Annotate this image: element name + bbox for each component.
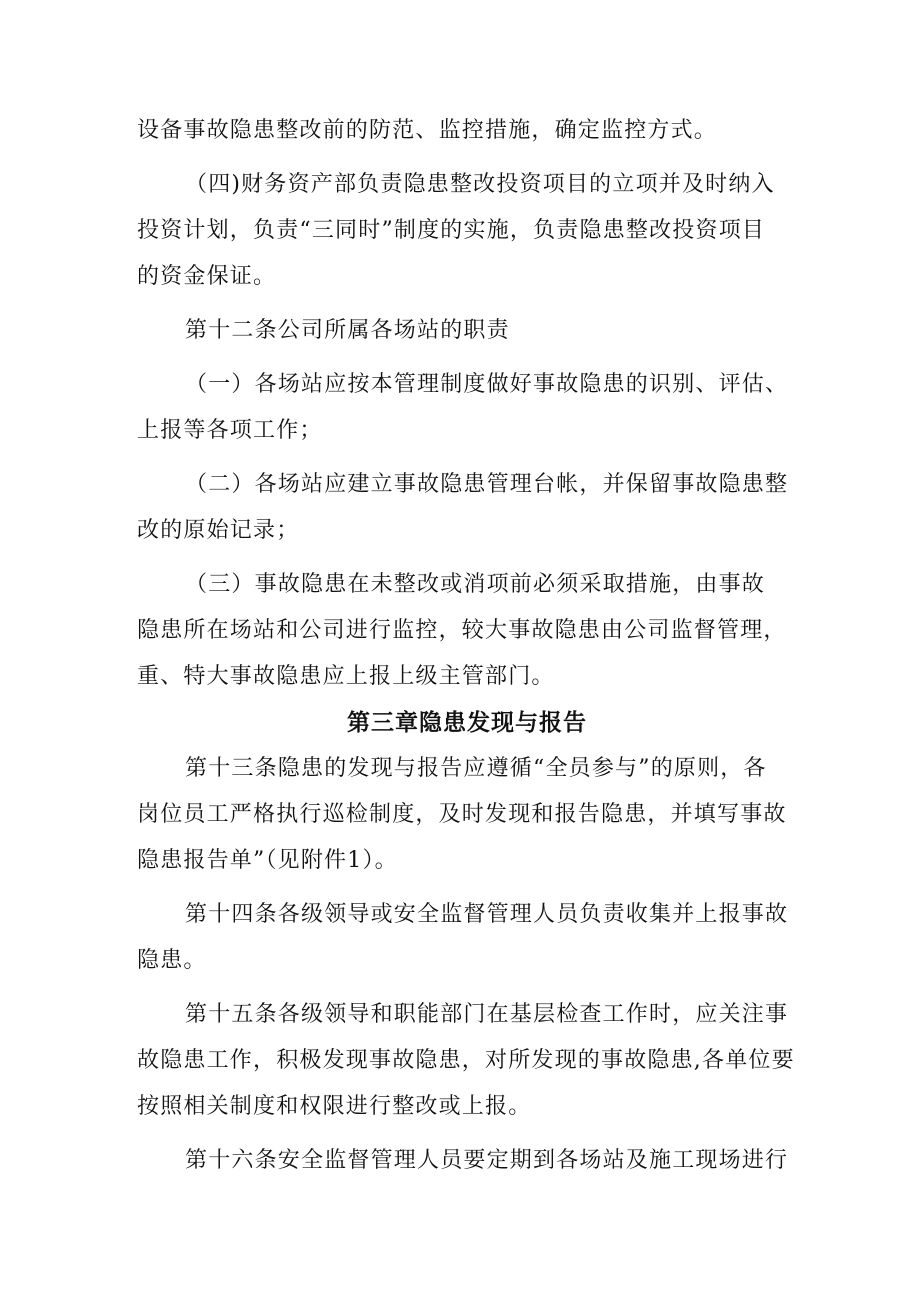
text-line: 投资计划，负责“三同时”制度的实施，负责隐患整改投资项目 — [137, 218, 766, 243]
text-line: 隐患所在场站和公司进行监控，较大事故隐患由公司监督管理， — [137, 618, 787, 643]
paragraph — [137, 746, 797, 884]
text-line: 重、特大事故隐患应上报上级主管部门。 — [137, 664, 555, 689]
text-line: 的资金保证。 — [137, 264, 277, 289]
text-line: 岗位员工严格执行巡检制度，及时发现和报告隐患，并填写事故 — [137, 802, 787, 827]
text-line: 隐患报告单”（见附件1）。 — [137, 848, 398, 873]
text-line: （三）事故隐患在未整改或消项前必须采取措施，由事故 — [185, 572, 766, 597]
text-line: 上报等各项工作； — [137, 418, 323, 443]
text-line: 故隐患工作，积极发现事故隐患，对所发现的事故隐患,各单位要 — [137, 1048, 795, 1073]
text-line: 第十二条公司所属各场站的职责 — [185, 318, 510, 343]
paragraph — [137, 308, 797, 354]
paragraph — [137, 162, 797, 300]
text-line: 隐患。 — [137, 948, 207, 973]
text-line: 改的原始记录； — [137, 518, 300, 543]
text-line: （四)财务资产部负责隐患整改投资项目的立项并及时纳入 — [185, 172, 775, 197]
text-line: 第十五条各级领导和职能部门在基层检查工作时，应关注事 — [185, 1002, 789, 1027]
paragraph — [137, 892, 797, 984]
paragraph — [137, 108, 797, 154]
text-line: 第十六条安全监督管理人员要定期到各场站及施工现场进行 — [185, 1148, 789, 1173]
text-line: 第十三条隐患的发现与报告应遵循“全员参与”的原则，各 — [185, 756, 767, 781]
text-line: （二）各场站应建立事故隐患管理台帐，并保留事故隐患整 — [185, 472, 789, 497]
text-line: （一）各场站应按本管理制度做好事故隐患的识别、评估、 — [185, 372, 789, 397]
text-line: 设备事故隐患整改前的防范、监控措施，确定监控方式。 — [137, 118, 718, 143]
paragraph — [137, 362, 797, 454]
paragraph — [137, 562, 797, 700]
paragraph — [137, 992, 797, 1130]
chapter-heading: 第三章隐患发现与报告 — [347, 710, 587, 736]
paragraph — [137, 1138, 797, 1184]
text-line: 按照相关制度和权限进行整改或上报。 — [137, 1094, 532, 1119]
text-line: 第十四条各级领导或安全监督管理人员负责收集并上报事故 — [185, 902, 789, 927]
document-body — [137, 108, 797, 1184]
paragraph — [137, 462, 797, 554]
